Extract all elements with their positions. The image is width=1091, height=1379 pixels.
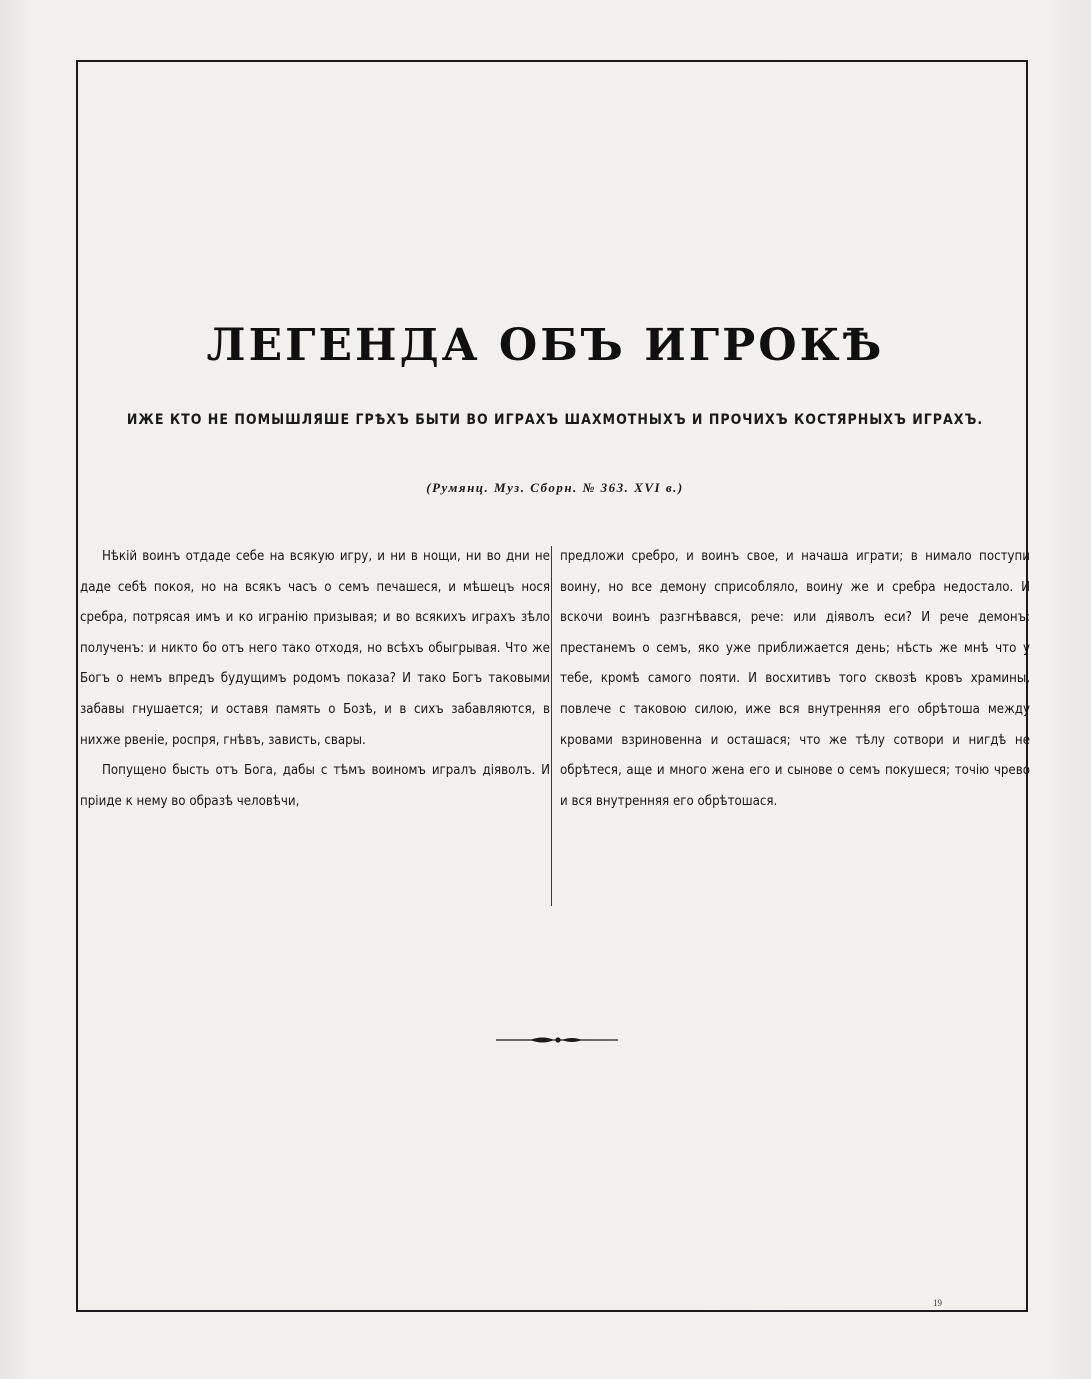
right-paragraph-1: предложи сребро, и воинъ свое, и начаша играти; в нимало поступи воину, но все демону сприсобляло, воину же и сребра недостало. И вскочи воинъ разгнѣвався, рече: или діяволъ еси? И рече демонъ: престанемъ о семъ, яко уже приближается день; нѣсть же мнѣ что у тебе, кромѣ самого пояти. И восхитивъ того сквозѣ кровъ храмины, повлече с таковою силою, иже вся внутренняя его обрѣтоша между кровами взриновенна и осташася; что же тѣлу сотвори и нигдѣ не обрѣтеся, аще и много жена его и сынове о семъ покушеся; точію чрево и вся внутренняя его обрѣтошася. bbox=[560, 549, 1030, 809]
legend-title: ЛЕГЕНДА ОБЪ ИГРОКѢ bbox=[206, 320, 885, 371]
ornamental-rule bbox=[496, 1033, 618, 1047]
left-paragraph-2: Попущено бысть отъ Бога, дабы с тѣмъ воиномъ игралъ діяволъ. И пріиде к нему во образѣ человѣчи, bbox=[80, 763, 550, 809]
right-text-column bbox=[560, 542, 1030, 817]
source-citation: (Румянц. Муз. Сборн. № 363. XVI в.) bbox=[426, 480, 684, 495]
legend-subtitle: ИЖЕ КТО НЕ ПОМЫШЛЯШЕ ГРѢХЪ БЫТИ ВО ИГРАХЪ ШАХМОТНЫХЪ И ПРОЧИХЪ КОСТЯРНЫХЪ ИГРАХЪ. bbox=[126, 412, 984, 428]
left-paragraph-1: Нѣкій воинъ отдаде себе на всякую игру, и ни в нощи, ни во дни не даде себѣ покоя, но на всякъ часъ о семъ печашеся, и мѣшецъ нося сребра, потрясая имъ и ко игранію призывая; и во всякихъ играхъ зѣло полученъ: и никто бо отъ него тако отходя, но всѣхъ обыгрывая. Что же Богъ о немъ впредъ будущимъ родомъ показа? И тако Богъ таковыми забавы гнушается; и оставя память о Бозѣ, и в сихъ забавляются, в нихже рвеніе, роспря, гнѣвъ, зависть, свары. bbox=[80, 549, 550, 748]
column-divider bbox=[551, 546, 552, 906]
left-text-column bbox=[80, 542, 550, 817]
folio-number: 19 bbox=[933, 1298, 942, 1308]
